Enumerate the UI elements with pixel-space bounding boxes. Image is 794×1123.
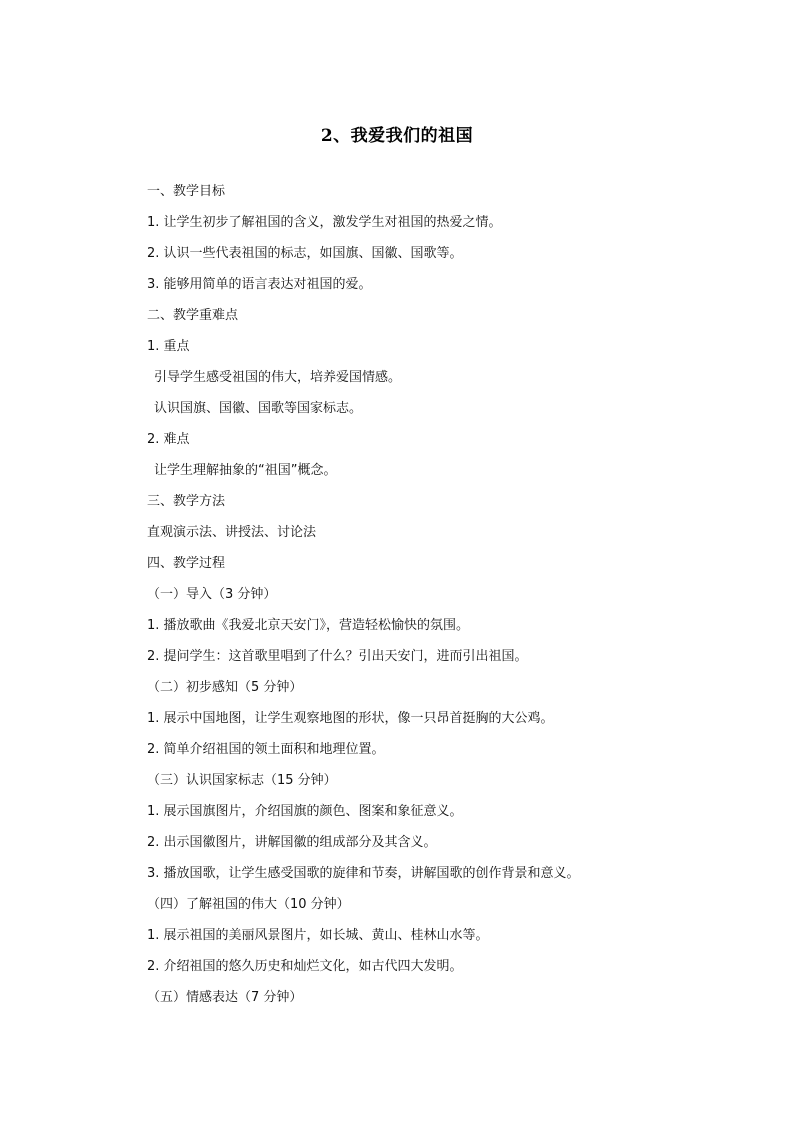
text-line: 1. 重点: [147, 339, 190, 354]
text-line: 1. 展示祖国的美丽风景图片，如长城、黄山、桂林山水等。: [147, 928, 489, 943]
text-line: 2. 认识一些代表祖国的标志，如国旗、国徽、国歌等。: [147, 246, 463, 261]
text-line: （四）了解祖国的伟大（10 分钟）: [147, 897, 350, 912]
text-line: （二）初步感知（5 分钟）: [147, 680, 303, 695]
text-line: 1. 展示国旗图片，介绍国旗的颜色、图案和象征意义。: [147, 804, 463, 819]
text-line: 2. 简单介绍祖国的领土面积和地理位置。: [147, 742, 385, 757]
text-line: 三、教学方法: [147, 494, 226, 509]
text-line: 2. 出示国徽图片，讲解国徽的组成部分及其含义。: [147, 835, 437, 850]
text-line: 3. 能够用简单的语言表达对祖国的爱。: [147, 277, 372, 292]
text-line: 让学生理解抽象的“祖国”概念。: [154, 463, 337, 478]
text-line: 一、教学目标: [147, 184, 226, 199]
text-line: 四、教学过程: [147, 556, 226, 571]
text-line: 二、教学重难点: [147, 308, 239, 323]
text-line: 直观演示法、讲授法、讨论法: [147, 525, 317, 540]
text-line: （三）认识国家标志（15 分钟）: [147, 773, 337, 788]
text-line: 引导学生感受祖国的伟大，培养爱国情感。: [154, 370, 402, 385]
text-line: 2. 提问学生：这首歌里唱到了什么？引出天安门，进而引出祖国。: [147, 649, 528, 664]
text-line: 2. 难点: [147, 432, 190, 447]
text-line: 1. 播放歌曲《我爱北京天安门》，营造轻松愉快的氛围。: [147, 618, 470, 633]
document-title: 2、我爱我们的祖国: [320, 126, 474, 146]
text-line: 2. 介绍祖国的悠久历史和灿烂文化，如古代四大发明。: [147, 959, 463, 974]
text-line: 认识国旗、国徽、国歌等国家标志。: [154, 401, 363, 416]
text-line: （一）导入（3 分钟）: [147, 587, 277, 602]
text-line: （五）情感表达（7 分钟）: [147, 990, 303, 1005]
document-body: [147, 178, 667, 1015]
text-line: 1. 展示中国地图，让学生观察地图的形状，像一只昂首挺胸的大公鸡。: [147, 711, 554, 726]
text-line: 1. 让学生初步了解祖国的含义，激发学生对祖国的热爱之情。: [147, 215, 502, 230]
text-line: 3. 播放国歌，让学生感受国歌的旋律和节奏，讲解国歌的创作背景和意义。: [147, 866, 580, 881]
